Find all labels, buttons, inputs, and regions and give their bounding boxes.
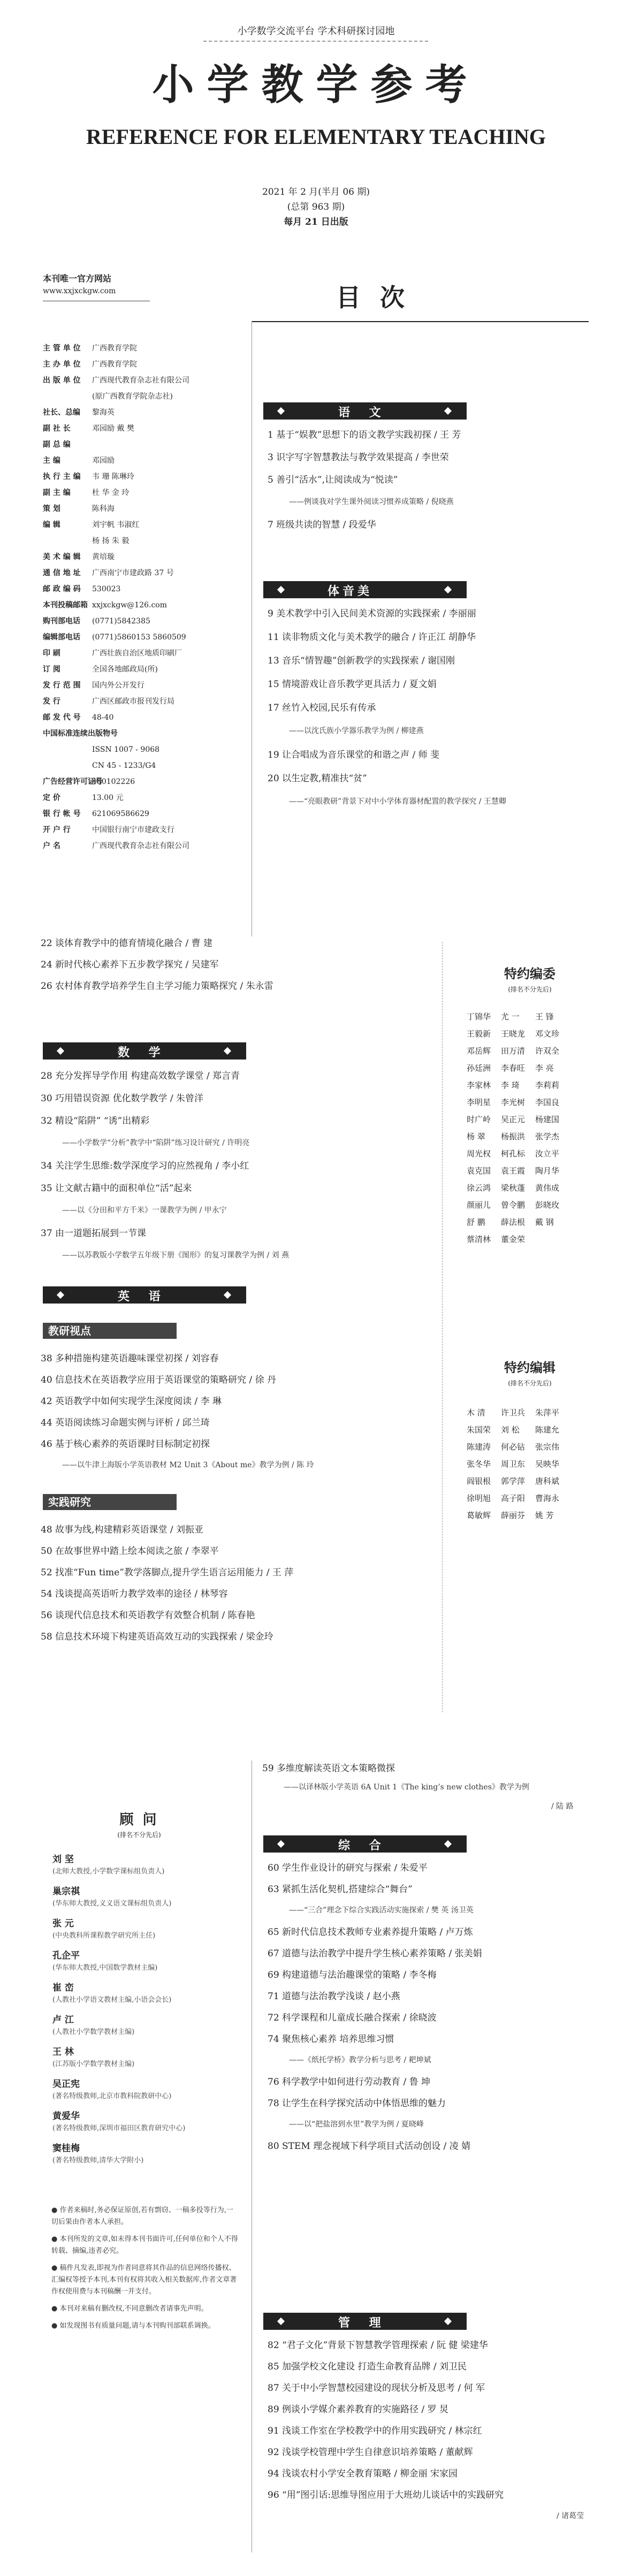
info-key: 副 总 编 [43,440,71,449]
section-guanli [263,2313,467,2330]
info-row [43,696,174,707]
diamond-icon [277,407,285,415]
advisor-description: (著名特级教师,北京市教科院教研中心) [52,2092,172,2100]
advisor-name: 卢 江 [52,2015,74,2025]
advisor-name: 张 元 [52,1918,74,1929]
info-key: 编 辑 [43,521,60,529]
info-key: 编辑部电话 [43,633,80,642]
advisor-name: 巢宗祺 [52,1886,80,1897]
issue-line-2: (总第 963 期) [287,202,345,212]
toc-entry[interactable]: 38 多种措施构建英语趣味课堂初探 / 刘容春 [41,1353,219,1364]
editor-name: 何必钻 [501,1442,526,1452]
editor-name: 郭学萍 [501,1476,526,1486]
section-shuxue-label: 数 学 [118,1046,168,1060]
editor-name: 邓岳辉 [467,1046,491,1056]
section-guanli-label: 管 理 [338,2316,389,2330]
editor-name: 尤 一 [501,1012,520,1022]
info-row [43,744,159,756]
advisor-description: (著名特级教师,清华大学附小) [52,2156,144,2165]
toc-entry[interactable]: 78 让学生在科学探究活动中体悟思维的魅力 [268,2098,446,2109]
toc-entry[interactable]: 28 充分发挥导学作用 构建高效数学课堂 / 郑言青 [41,1071,240,1081]
toc-entry[interactable]: 30 巧用错误资源 优化数学教学 / 朱曾洋 [41,1093,203,1104]
section-tiyinmei-label: 体音美 [328,584,373,598]
info-row [43,583,120,595]
editor-name: 丁锦华 [467,1012,491,1022]
toc-entry[interactable]: 26 农村体育教学培养学生自主学习能力策略探究 / 朱永雷 [41,981,273,992]
toc-subtitle: ——以牛津上海版小学英语教材 M2 Unit 3《About me》教学为例 / 陈 玲 [62,1461,314,1469]
info-row [43,391,173,402]
info-row [43,808,149,820]
notice-item: ● 如发现图书有质量问题,请与本刊购刊部联系调换。 [51,2322,215,2330]
editor-name: 杨 翠 [467,1132,485,1141]
toc-entry[interactable]: 59 多维度解读英语文本策略微探 [262,1763,395,1774]
editor-name: 王毅新 [467,1029,491,1039]
toc-entry[interactable]: 34 关注学生思维:数学深度学习的应然视角 / 李小红 [41,1161,249,1171]
editor-name: 董金荣 [501,1234,526,1244]
header-divider [203,41,428,42]
editor-name: 徐明旭 [467,1493,491,1503]
section-yuwen-label: 语 文 [338,406,389,420]
advisor-name: 窦桂梅 [52,2143,80,2154]
info-value: 杜 华 金 玲 [92,489,130,497]
info-value: 广西教育学院 [92,344,137,353]
editor-name: 陈建涛 [467,1442,491,1452]
toc-entry[interactable]: 91 浅谈工作室在学校教学中的作用实践研究 / 林宗红 [268,2426,482,2436]
editor-name: 舒 鹏 [467,1217,485,1227]
section-zonghe-label: 综 合 [338,1839,389,1853]
info-row [43,728,118,740]
editor-name: 杨建国 [535,1115,560,1124]
info-value: 广西现代教育杂志社有限公司 [92,376,189,385]
info-value: (原广西教育学院杂志社) [92,392,173,401]
toc-entry[interactable]: 52 找准“Fun time”教学落脚点,提升学生语言运用能力 / 王 萍 [41,1567,294,1578]
info-row [43,487,129,499]
toc-entry[interactable]: 69 构建道德与法治趣课堂的策略 / 李冬梅 [268,1970,437,1980]
info-row [43,359,137,370]
info-row [43,680,144,691]
info-row [43,840,189,852]
info-row [43,455,115,467]
info-row [43,776,135,788]
editor-name: 周卫东 [501,1459,526,1469]
site-url[interactable]: www.xxjxckgw.com [43,287,116,295]
toc-entry[interactable]: 35 让文献古籍中的面积单位“活”起来 [41,1183,192,1194]
special-editors-note: (排名不分先后) [508,1380,552,1387]
toc-entry[interactable]: 42 英语教学中如何实现学生深度阅读 / 李 琳 [41,1396,222,1407]
special-committee-title: 特约编委 [504,966,555,981]
toc-entry[interactable]: 5 善引“活水”,让阅读成为“悦读” [268,475,398,485]
editor-name: 刘 松 [501,1425,520,1435]
editor-name: 李国良 [535,1098,560,1107]
advisor-description: (华东师大教授,中国数学教材主编) [52,1964,158,1972]
info-row [43,631,186,643]
advisor-name: 孔企平 [52,1950,80,1961]
toc-subtitle: ——“三合”理念下综合实践活动实施探索 / 樊 英 汤卫英 [289,1906,474,1915]
editor-name: 朱国荣 [467,1425,491,1435]
editor-name: 姚 芳 [535,1511,554,1520]
editor-name: 葛敏辉 [467,1511,491,1520]
toc-subtitle: ——小学数学“分析”教学中“陷阱”练习设计研究 / 许明亮 [62,1139,250,1147]
info-value: 邓园励 [92,456,115,465]
info-value: 黎海英 [92,408,115,417]
toc-entry[interactable]: 76 科学教学中如何进行劳动教育 / 鲁 坤 [268,2077,430,2087]
editor-name: 黄伟成 [535,1183,560,1193]
column-divider-middle [442,942,443,1712]
editor-name: 杨振洪 [501,1132,526,1141]
toc-title-rule [252,321,589,322]
info-key: 副 主 编 [43,489,71,497]
toc-subtitle: ——以苏教版小学数学五年级下册《图形》的复习课教学为例 / 刘 燕 [62,1251,290,1260]
editor-name: 李家林 [467,1080,491,1090]
info-key: 主 编 [43,456,60,465]
info-key: 开 户 行 [43,826,71,834]
editor-name: 彭晓玫 [535,1200,560,1210]
advisor-name: 刘 坚 [52,1854,74,1865]
toc-subtitle: ——例谈我对学生课外阅读习惯养成策略 / 倪晓燕 [289,498,454,506]
editor-name: 朱萍平 [535,1408,560,1417]
toc-entry[interactable]: 22 谈体育教学中的德育情境化融合 / 曹 建 [41,938,212,949]
editor-name: 李光树 [501,1098,526,1107]
editor-name: 李明星 [467,1098,491,1107]
info-value: 广西现代教育杂志社有限公司 [92,842,189,850]
info-value: 广西壮族自治区地质印刷厂 [92,649,182,658]
journal-title: 小学教学参考 [152,60,480,109]
toc-entry[interactable]: 32 精设“陷阱” “诱”出精彩 [41,1116,150,1126]
toc-entry[interactable]: 50 在故事世界中踏上绘本阅读之旅 / 李翠平 [41,1546,219,1557]
toc-entry[interactable]: 1 基于“娱教”思想下的语文教学实践初探 / 王 芳 [268,430,461,440]
info-value: 530023 [92,585,121,593]
info-key: 通 信 地 址 [43,569,81,577]
editor-name: 王晓龙 [501,1029,526,1039]
toc-entry[interactable]: 56 谈现代信息技术和英语教学有效整合机制 / 陈春艳 [41,1610,255,1621]
diamond-icon [224,1047,231,1055]
toc-entry[interactable]: 13 音乐“情智趣”创新教学的实践探索 / 谢国刚 [268,656,455,666]
publication-info [43,342,246,878]
diamond-icon [444,1840,452,1848]
toc-entry[interactable]: 46 基于核心素养的英语课时目标制定初探 [41,1439,210,1450]
editor-name: 李春旺 [501,1063,526,1073]
info-key: 发 行 [43,697,60,706]
editor-name: 梁秋蓬 [501,1183,526,1193]
info-value: (0771)5860153 5860509 [92,633,186,642]
info-value: 广西区邮政市报刊发行局 [92,697,174,706]
info-value: 48-40 [92,713,114,722]
editor-name: 曹海永 [535,1493,560,1503]
toc-entry[interactable]: 15 情境游戏让音乐教学更具活力 / 夏文娟 [268,679,437,690]
diamond-icon [444,586,452,593]
editor-name: 张冬华 [467,1459,491,1469]
info-key: 广告经营许可证号 [43,778,103,786]
toc-entry[interactable]: 89 例谈小学媒介素养教育的实施路径 / 罗 炅 [268,2404,448,2415]
info-key: 策 划 [43,505,60,513]
editor-name: 许双全 [535,1046,560,1056]
toc-entry[interactable]: 63 紧抓生活化契机,搭建综合“舞台” [268,1884,413,1895]
advisor-description: (中央教科所课程教学研究所主任) [52,1932,156,1940]
editor-name: 陶月华 [535,1166,560,1176]
info-key: 银 行 帐 号 [43,810,81,818]
info-row [43,760,156,772]
toc-entry[interactable]: 9 美术教学中引入民间美术资源的实践探索 / 李丽丽 [268,608,476,619]
advisor-description: (人教社小学数学教材主编) [52,2028,135,2036]
info-value: 邓园励 戴 樊 [92,424,134,433]
toc-entry[interactable]: 17 丝竹入校园,民乐有传承 [268,703,376,713]
toc-entry[interactable]: 40 信息技术在英语教学应用于英语课堂的策略研究 / 徐 丹 [41,1375,276,1385]
special-committee-note: (排名不分先后) [508,986,552,993]
info-row [43,375,189,386]
advisor-name: 黄爱华 [52,2111,80,2122]
info-key: 印 刷 [43,649,60,658]
toc-entry[interactable]: 54 浅谈提高英语听力教学效率的途径 / 林琴容 [41,1589,228,1599]
info-key: 邮 发 代 号 [43,713,81,722]
advisor-name: 吴正宪 [52,2079,80,2090]
advisor-description: (北师大教授,小学数学课标组负责人) [52,1868,165,1876]
toc-subtitle: ——以《分田和平方千米》一课教学为例 / 甲永宁 [62,1206,227,1215]
info-row [43,599,167,611]
info-row [43,471,134,483]
info-row [43,664,158,675]
editor-name: 薛丽芬 [501,1511,526,1520]
advisors-title: 顾 问 [119,1812,159,1828]
section-yingyu [43,1286,246,1304]
toc-entry[interactable]: 94 浅谈农村小学安全教育策略 / 柳金丽 宋家园 [268,2468,458,2479]
editor-name: 颜丽儿 [467,1200,491,1210]
info-key: 户 名 [43,842,60,850]
toc-subtitle: ——“亮眼教研”背景下对中小学体育器材配置的教学探究 / 王慧卿 [289,797,506,806]
advisor-name: 崔 峦 [52,1983,74,1993]
editor-name: 李莉莉 [535,1080,560,1090]
notice-item: ● 作者来稿时,务必保证原创,若有剽窃、一稿多投等行为,一切后果由作者本人承担。 [51,2206,233,2226]
info-row [43,519,139,531]
info-key: 本刊投稿邮箱 [43,601,88,609]
info-value: 621069586629 [92,810,149,818]
toc-subtitle: ——以“把盐溶到水里”教学为例 / 夏晓峰 [289,2120,424,2129]
toc-title: 目 次 [336,283,410,312]
toc-entry[interactable]: 71 道德与法治教学浅谈 / 赵小燕 [268,1991,400,2002]
header-tagline: 小学数学交流平台 学术科研探讨园地 [237,26,395,37]
advisor-description: (华东师大教授,义义语文课标组负责人) [52,1900,172,1908]
info-value: 陈科海 [92,505,115,513]
toc-subtitle: ——以沈氏族小学器乐教学为例 / 柳建燕 [289,727,424,735]
issue-line-1: 2021 年 2 月(半月 06 期) [262,187,370,197]
advisor-description: (人教社小学语文教材主编,小语会会长) [52,1996,172,2004]
info-key: 副 社 长 [43,424,71,433]
info-value: 广西南宁市建政路 37 号 [92,569,174,577]
toc-entry[interactable]: 3 识字写字智慧教法与教学效果提高 / 李世荣 [268,452,449,463]
diamond-icon [444,2318,452,2325]
toc-entry[interactable]: 67 道德与法治教学中提升学生核心素养策略 / 张美娟 [268,1948,482,1959]
editor-name: 木 清 [467,1408,485,1417]
info-row [43,342,137,354]
info-value: 450102226 [92,778,135,786]
editor-name: 王 锋 [535,1012,554,1022]
diamond-icon [57,1047,64,1055]
toc-entry[interactable]: 24 新时代核心素养下五步教学探究 / 吴建军 [41,959,219,970]
editor-name: 田万清 [501,1046,526,1056]
toc-entry[interactable]: 82 “君子文化”背景下智慧教学管理探索 / 阮 健 梁建华 [268,2340,488,2351]
editor-name: 陈建允 [535,1425,560,1435]
diamond-icon [57,1291,64,1299]
notice-item: ● 稿件凡发表,即视为作者同意将其作品的信息网络传播权、汇编权等授予本刊,本刊有权将其收入相关数据库,作者文章著作权使用费与本刊稿酬一并支付。 [51,2264,237,2296]
info-row [43,615,150,627]
toc-entry[interactable]: 65 新时代信息技术教师专业素养提升策略 / 卢万炼 [268,1927,473,1938]
advisor-description: (著名特级教师,深圳市福田区教育研究中心) [52,2124,186,2132]
info-key: 发 行 范 围 [43,681,81,690]
editor-name: 袁王霞 [501,1166,526,1176]
toc-entry[interactable]: 58 信息技术环境下构建英语高效互动的实践探索 / 梁金玲 [41,1632,273,1642]
site-label: 本刊唯一官方网站 [43,273,112,284]
editor-name: 汝立平 [535,1149,560,1159]
info-row [43,647,182,659]
diamond-icon [224,1291,231,1299]
toc-subtitle: ——以译林版小学英语 6A Unit 1《The king’s new clothes》教学为例 [284,1783,529,1792]
editor-name: 袁克国 [467,1166,491,1176]
editor-name: 阎银根 [467,1476,491,1486]
subsection-practice-research: 实践研究 [43,1494,177,1510]
toc-entry[interactable]: 80 STEM 理念视域下科学项目式活动创设 / 凌 婧 [268,2141,471,2152]
toc-subtitle: / 陆 路 [551,1802,574,1811]
toc-entry[interactable]: 19 让合唱成为音乐课堂的和谐之声 / 师 斐 [268,750,439,760]
info-row [43,712,113,723]
editor-name: 李 琦 [501,1080,520,1090]
info-row [43,439,92,451]
info-row [43,567,174,579]
info-row [43,407,115,418]
info-key: 主 管 单 位 [43,344,81,353]
info-row [43,535,129,547]
toc-entry[interactable]: 37 由一道题拓展到一节课 [41,1228,147,1239]
section-zonghe [263,1835,467,1853]
info-value: ISSN 1007 - 9068 [92,745,160,754]
info-value: 中国银行南宁市建政支行 [92,826,174,834]
editor-name: 时广岭 [467,1115,491,1124]
toc-entry[interactable]: 60 学生作业设计的研究与探索 / 朱爱平 [268,1863,428,1873]
info-row [43,551,115,563]
editor-name: 张学杰 [535,1132,560,1141]
toc-entry[interactable]: 96 “用”图引话:思维导图应用于大班幼儿谈话中的实践研究 [268,2490,504,2501]
section-yuwen [263,402,467,420]
editor-name: 许卫兵 [501,1408,526,1417]
editor-name: 曾令鹏 [501,1200,526,1210]
toc-entry[interactable]: 92 浅谈学校管理中学生自律意识培养策略 / 董献辉 [268,2447,473,2458]
info-value: (0771)5842385 [92,617,150,626]
editor-name: 李 亮 [535,1063,554,1073]
editor-name: 孙廷洲 [467,1063,491,1073]
toc-entry[interactable]: 44 英语阅读练习命题实例与评析 / 邱兰琦 [41,1417,210,1428]
info-key: 美 术 编 辑 [43,553,81,561]
section-tiyinmei [263,581,467,598]
editor-name: 高子阳 [501,1493,526,1503]
diamond-icon [277,1840,285,1848]
editor-name: 蔡清林 [467,1234,491,1244]
advisors-note: (排名不分先后) [117,1831,161,1839]
diamond-icon [277,586,285,593]
editor-name: 吴正元 [501,1115,526,1124]
diamond-icon [444,407,452,415]
info-key: 社长、总编 [43,408,80,417]
toc-subtitle: / 诸葛莹 [557,2512,584,2520]
info-key: 中国标准连续出版物号 [43,729,118,738]
info-key: 定 价 [43,794,60,802]
info-key: 邮 政 编 码 [43,585,81,593]
info-row [43,423,134,435]
special-editors-title: 特约编辑 [504,1360,555,1375]
toc-entry[interactable]: 20 以生定教,精准扶“贫” [268,773,367,784]
info-key: 订 阅 [43,665,60,674]
journal-subtitle: REFERENCE FOR ELEMENTARY TEACHING [86,125,546,149]
info-value: 全国各地邮政局(所) [92,665,158,674]
toc-entry[interactable]: 85 加强学校文化建设 打造生命教育品牌 / 刘卫民 [268,2361,467,2372]
info-value: 杨 扬 朱 毅 [92,537,130,545]
toc-subtitle: ——《纸托学桥》教学分析与思考 / 耙坤斌 [289,2056,431,2064]
info-value: 13.00 元 [92,794,124,802]
special-editors-names [467,1404,600,1524]
info-key: 购刊部电话 [43,617,80,626]
info-row [43,824,174,836]
editor-name: 戴 钢 [535,1217,554,1227]
info-value: 广西教育学院 [92,360,137,369]
toc-entry[interactable]: 48 故事为线,构建精彩英语课堂 / 刘振亚 [41,1525,203,1535]
editor-name: 周光权 [467,1149,491,1159]
advisor-description: (江苏版小学数学教材主编) [52,2060,135,2068]
notice-item: ● 本刊所发的文章,如未得本刊书面许可,任何单位和个人不得转载、摘编,违者必究。 [51,2235,238,2255]
info-value: CN 45 - 1233/G4 [92,761,156,770]
notice-item: ● 本刊对来稿有删改权,不同意删改者请事先声明。 [51,2305,208,2313]
info-row [43,792,124,804]
info-value: 韦 珊 陈琳玲 [92,472,134,481]
info-value: xxjxckgw@126.com [92,601,167,609]
advisor-name: 王 林 [52,2047,74,2057]
special-committee-names [467,1008,600,1248]
editor-name: 柯孔标 [501,1149,526,1159]
editor-name: 吴映华 [535,1459,560,1469]
editor-name: 张宗伟 [535,1442,560,1452]
subsection-research-viewpoint: 教研视点 [43,1323,177,1339]
section-shuxue [43,1042,246,1060]
toc-entry[interactable]: 72 科学课程和儿童成长融合探索 / 徐晓波 [268,2013,437,2023]
issue-line-3: 每月 21 日出版 [284,217,348,227]
editor-name: 徐云鸿 [467,1183,491,1193]
editor-name: 唐科斌 [535,1476,560,1486]
diamond-icon [277,2318,285,2325]
info-key: 执 行 主 编 [43,472,81,481]
info-value: 刘宇帆 韦淑红 [92,521,140,529]
toc-entry[interactable]: 7 班级共读的智慧 / 段爱华 [268,520,376,530]
info-row [43,503,115,515]
editor-name: 邓文珍 [535,1029,560,1039]
editor-name: 薛法根 [501,1217,526,1227]
info-value: 国内外公开发行 [92,681,144,690]
toc-entry[interactable]: 11 读非物质文化与美术教学的融合 / 许正江 胡静华 [268,632,476,643]
section-yingyu-label: 英 语 [118,1290,168,1304]
toc-entry[interactable]: 87 关于中小学智慧校园建设的现状分析及思考 / 何 军 [268,2383,485,2394]
toc-entry[interactable]: 74 聚焦核心素养 培养思维习惯 [268,2034,394,2045]
info-key: 出 版 单 位 [43,376,81,385]
info-value: 黄培璇 [92,553,115,561]
info-key: 主 办 单 位 [43,360,81,369]
